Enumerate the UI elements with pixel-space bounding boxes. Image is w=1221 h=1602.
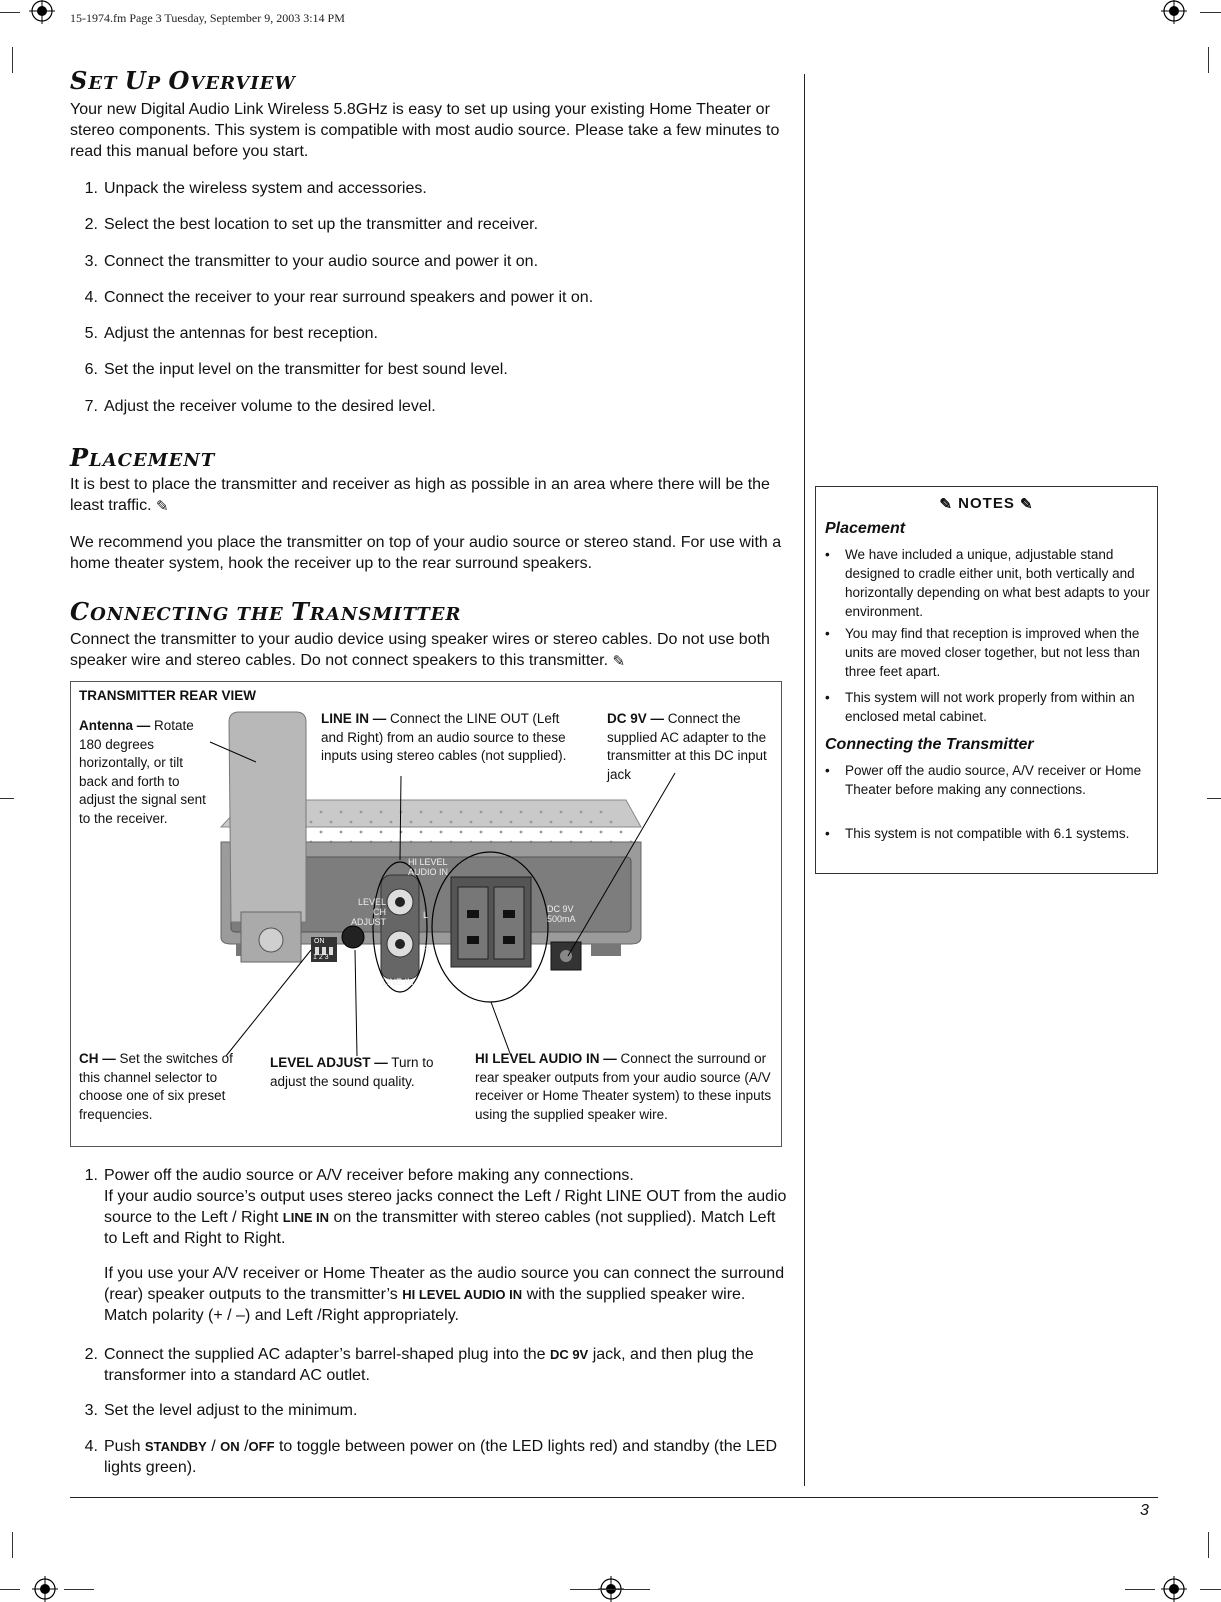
device-label-switch-numbers: 1 2 3 [313, 954, 329, 961]
registration-mark-icon [1161, 0, 1187, 24]
callout-dc-9v: DC 9V — Connect the supplied AC adapter to the transmitter at this DC input jack [607, 711, 767, 782]
pencil-note-icon: ✎ [1020, 496, 1034, 513]
crop-mark [0, 798, 14, 799]
antenna [229, 712, 306, 922]
column-divider [804, 74, 805, 1486]
registration-mark-icon [32, 1576, 58, 1602]
crop-mark [1200, 12, 1221, 13]
connecting-heading: CONNECTING THE TRANSMITTER [70, 597, 462, 626]
device-label-on: ON [314, 938, 325, 945]
device-label-line-in: LINE IN [382, 977, 414, 987]
figure-title: TRANSMITTER REAR VIEW [79, 688, 256, 703]
notes-placement-heading: Placement [825, 520, 906, 537]
device-label-level: LEVEL CH ADJUST [350, 897, 386, 927]
connecting-intro: Connect the transmitter to your audio device using speaker wires or stereo cables. Do not use both speaker wire and stereo cables. Do not connect speakers to this transmitter. ✎ [70, 631, 770, 670]
device-label-hi-level: HI LEVEL AUDIO IN [408, 857, 449, 877]
pencil-note-icon: ✎ [612, 653, 626, 670]
notes-box: ✎ NOTES ✎ Placement • We have included a unique, adjustable stand designed to cradle either unit, both vertically and horizontally depending on what best adapts to your environment. • You may find that reception is improved when the units are moved closer together, but not less than three feet apart. • This system will not work properly from within an enclosed metal cabinet. Connecting the Transmitter • Power off the audio source, A/V receiver or Home Theater before making any connections. • This system is not compatible with 6.1 systems. [815, 486, 1158, 874]
callout-antenna: Antenna — Rotate 180 degrees horizontally, or tilt back and forth to adjust the signal sent to the receiver. [79, 718, 206, 826]
connection-step-4: 4. Push STANDBY / ON /OFF to toggle between power on (the LED lights red) and standby (the LED lights green). [84, 1438, 778, 1476]
device-label-left: L [423, 910, 429, 920]
connection-step-3: 3. Set the level adjust to the minimum. [84, 1402, 358, 1419]
file-info-header: 15-1974.fm Page 3 Tuesday, September 9, 2003 3:14 PM [70, 11, 345, 25]
page-number: 3 [1140, 1502, 1149, 1519]
crop-mark [0, 1589, 20, 1590]
crop-mark [0, 12, 20, 13]
callout-ch: CH — Set the switches of this channel selector to choose one of six preset frequencies. [79, 1051, 233, 1122]
placement-heading: PLACEMENT [70, 443, 216, 472]
pencil-note-icon: ✎ [939, 496, 953, 513]
crop-mark [1208, 47, 1209, 73]
notes-title: ✎ NOTES ✎ [939, 495, 1034, 513]
connection-step-1: 1. Power off the audio source or A/V receiver before making any connections. If your audio source’s output uses stereo jacks connect the Left / Right LINE OUT from the audio source to the Left / Right LINE IN on the transmitter with stereo cables (not supplied). Match Left to Left and Right to Right. If you use your A/V receiver or Home Theater as the audio source you can connect the surround (rear) speaker outputs to the transmitter’s HI LEVEL AUDIO IN with the supplied speaker wire. Match polarity (+ / –) and Left /Right appropriately. [84, 1167, 787, 1324]
setup-heading: SET UP OVERVIEW [70, 66, 296, 95]
callout-line-in: LINE IN — Connect the LINE OUT (Left and Right) from an audio source to these inputs using stereo cables (not supplied). [321, 711, 567, 763]
crop-mark [1208, 1532, 1209, 1558]
registration-mark-icon [29, 0, 55, 24]
setup-intro: Your new Digital Audio Link Wireless 5.8GHz is easy to set up using your existing Home Theater or stereo components. This system is compatible with most audio source. Please take a few minutes to read this manual before you start. [70, 101, 780, 160]
placement-paragraph-2: We recommend you place the transmitter on top of your audio source or stereo stand. For use with a home theater system, hook the receiver up to the rear surround speakers. [70, 534, 782, 572]
crop-mark [1207, 798, 1221, 799]
device-label-right: R [423, 944, 430, 954]
registration-mark-icon [1161, 1576, 1187, 1602]
transmitter-rear-view-figure [70, 681, 782, 1147]
antenna-pivot [259, 928, 283, 952]
crop-mark [1125, 1589, 1155, 1590]
placement-paragraph-1: It is best to place the transmitter and receiver as high as possible in an area where there will be the least traffic. ✎ [70, 476, 770, 515]
crop-mark [64, 1589, 94, 1590]
crop-mark [1200, 1589, 1221, 1590]
notes-connecting-heading: Connecting the Transmitter [825, 736, 1034, 753]
level-knob [342, 926, 364, 948]
setup-steps-list: 1. Unpack the wireless system and accessories. 2. Select the best location to set up the transmitter and receiver. 3. Connect the transmitter to your audio source and power it on. 4. Connect the receiver to your rear surround speakers and power it on. 5. Adjust the antennas for best reception. 6. Set the input level on the transmitter for best sound level. 7. Adjust the receiver volume to the desired level. [84, 180, 594, 415]
connection-step-2: 2. Connect the supplied AC adapter’s barrel-shaped plug into the DC 9V jack, and then plug the transformer into a standard AC outlet. [84, 1346, 754, 1384]
callout-hi-level-audio-in: HI LEVEL AUDIO IN — Connect the surround or rear speaker outputs from your audio source (A/V receiver or Home Theater system) to these inputs using the supplied speaker wire. [475, 1051, 772, 1122]
crop-mark [12, 1532, 13, 1558]
device-label-dc: DC 9V 500mA [547, 904, 576, 924]
crop-mark [570, 1589, 650, 1590]
device-foot [591, 944, 621, 956]
footer-rule [70, 1497, 1158, 1498]
crop-mark [12, 47, 13, 73]
pencil-note-icon: ✎ [155, 498, 169, 515]
callout-level-adjust: LEVEL ADJUST — Turn to adjust the sound quality. [270, 1055, 434, 1089]
